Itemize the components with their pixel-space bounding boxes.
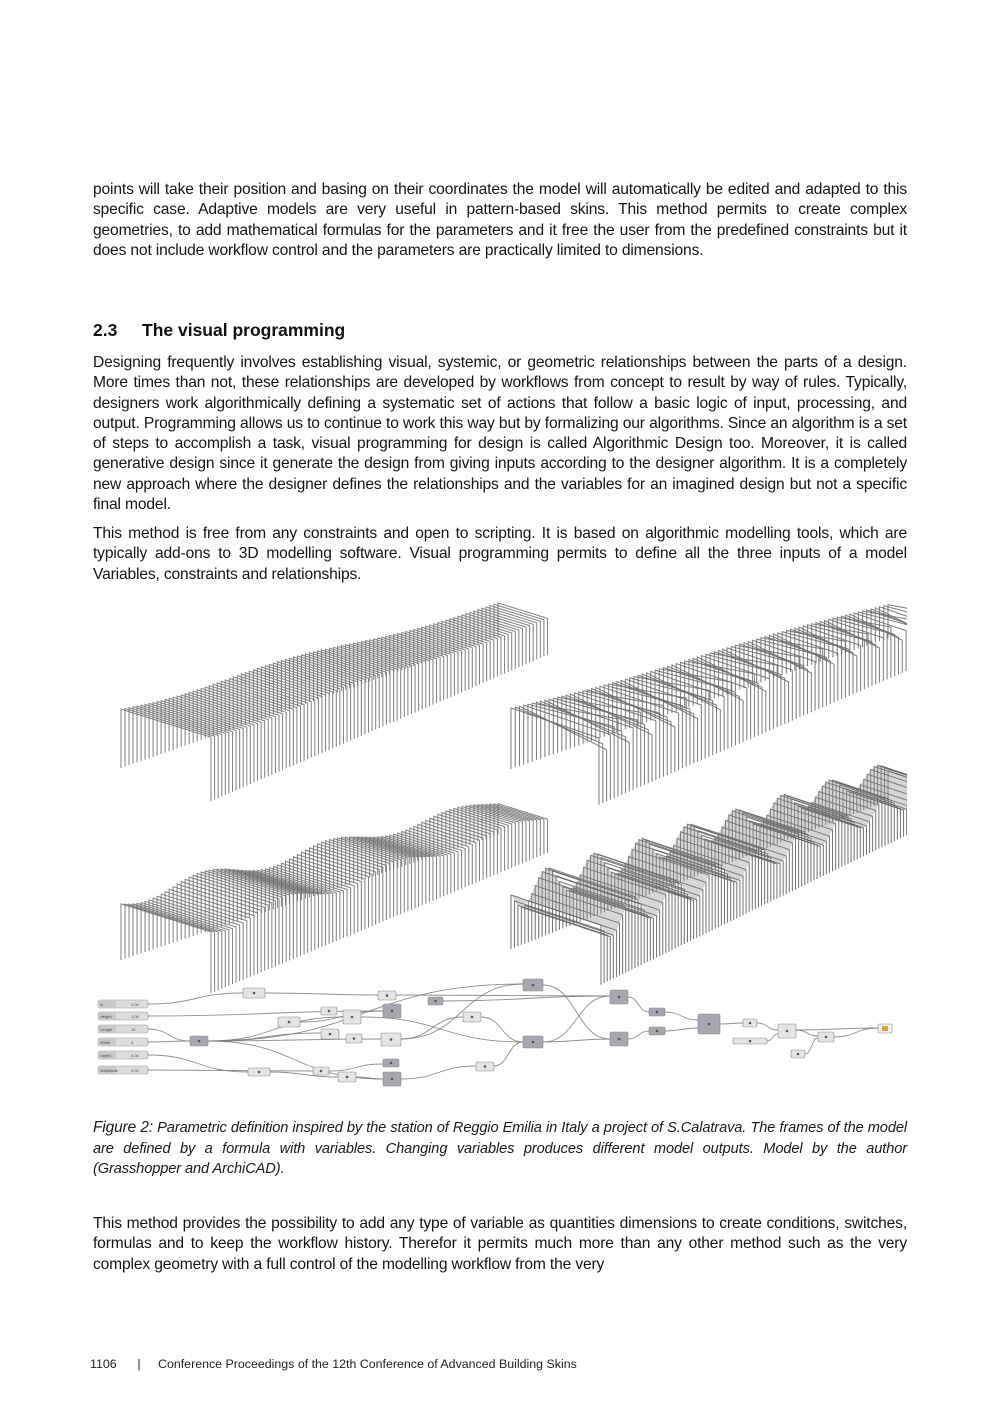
frame	[402, 832, 462, 889]
graph-component	[313, 1067, 329, 1075]
bake-icon	[882, 1026, 888, 1031]
body-paragraph-adaptive-models: points will take their position and basing on their coordinates the model will automatically be edited and adapted to this specific case. Adaptive models are very useful in pattern-based skins. This method permits to create complex geometries, to add mathematical formulas for the parameters and it free the user from the predefined constraints but it does not include workflow control and the parameters are practically limited to dimensions.	[93, 181, 907, 259]
slider-value: 0.00	[131, 1068, 139, 1073]
component-icon	[825, 1036, 828, 1039]
graph-wire	[665, 1012, 698, 1020]
component-icon	[749, 1022, 752, 1025]
graph-component	[476, 1062, 494, 1071]
figure-caption	[93, 1118, 907, 1180]
slider-value: 10	[131, 1027, 136, 1032]
component-icon	[708, 1023, 711, 1026]
model-variant-zigzag	[511, 605, 907, 805]
graph-component	[610, 990, 628, 1004]
component-icon	[391, 1078, 394, 1081]
component-icon	[484, 1065, 487, 1068]
number-slider	[98, 1051, 148, 1059]
graph-wire	[805, 1038, 818, 1054]
graph-component	[649, 1008, 665, 1016]
slider-value: 4	[131, 1040, 134, 1045]
graph-wire	[443, 996, 610, 1001]
graph-component	[381, 1033, 401, 1046]
slider-value: 0.00	[131, 1053, 139, 1058]
page-footer	[90, 1357, 577, 1371]
component-icon	[532, 1041, 535, 1044]
graph-component	[383, 1004, 401, 1018]
body-paragraph-visual-programming: Designing frequently involves establishing visual, systemic, or geometric relationships between the parts of a design. More times than not, these relationships are developed by workflows from concept to result by way of rules. Typically, designers work algorithmically defining a systematic set of actions that follow a basic logic of input, processing, and output. Programming allows us to continue to work this way but by formalizing our algorithms. Since an algorithm is a set of steps to accomplish a task, visual programming for design is called Algorithmic Design too. Moreover, it is called generative design since it generate the design from giving inputs according to the designer algorithm. It is a completely new approach where the designer defines the relationships and the variables for an imagined design but not a specific final model.	[93, 354, 907, 514]
component-icon	[532, 984, 535, 987]
graph-wire	[543, 996, 610, 1042]
graph-component	[248, 1068, 270, 1076]
number-slider	[98, 1038, 148, 1046]
component-icon	[656, 1030, 659, 1033]
graph-component	[346, 1034, 362, 1043]
graph-wire	[401, 1066, 476, 1079]
component-icon	[434, 1000, 437, 1003]
graph-component	[321, 1029, 339, 1039]
number-slider	[98, 1000, 148, 1008]
page-number: 1106	[90, 1357, 117, 1371]
grasshopper-definition-graph	[98, 979, 892, 1086]
graph-component	[463, 1012, 481, 1022]
graph-component	[190, 1036, 208, 1046]
slider-label: N	[100, 1002, 103, 1007]
graph-wire	[665, 1028, 698, 1031]
component-icon	[328, 1010, 331, 1013]
graph-wire	[401, 1017, 463, 1039]
component-icon	[391, 1010, 394, 1013]
frame	[744, 643, 808, 714]
component-icon	[618, 996, 621, 999]
graph-wire	[628, 997, 649, 1012]
graph-component	[523, 1036, 543, 1048]
graph-wire	[148, 1070, 313, 1071]
graph-wire	[148, 993, 243, 1004]
component-icon	[386, 994, 389, 997]
model-variant-medium-wave	[121, 804, 548, 993]
figure-illustration	[93, 596, 907, 1096]
frame	[161, 894, 247, 978]
number-slider	[98, 1012, 148, 1020]
model-variant-deep-wave	[511, 765, 907, 984]
footer-separator: |	[137, 1357, 141, 1371]
graph-wire	[401, 984, 523, 1039]
model-variant-gentle-wave	[121, 603, 548, 801]
component-icon	[471, 1016, 474, 1019]
graph-component	[698, 1014, 720, 1034]
slider-label: Amplitude	[100, 1068, 118, 1073]
slider-label: Length	[100, 1027, 113, 1032]
component-icon	[353, 1037, 356, 1040]
slider-label: Height	[100, 1014, 112, 1019]
number-slider	[98, 1066, 148, 1074]
graph-component	[383, 1072, 401, 1086]
frame	[398, 833, 458, 890]
graph-wire	[481, 1017, 523, 1042]
graph-wire	[265, 993, 378, 995]
component-icon	[329, 1033, 332, 1036]
graph-component	[818, 1032, 834, 1042]
graph-component	[523, 979, 543, 991]
component-icon	[656, 1011, 659, 1014]
component-icon	[786, 1030, 789, 1033]
graph-wire	[396, 995, 610, 996]
graph-wire	[796, 1030, 818, 1036]
frame	[719, 650, 785, 723]
graph-wire	[767, 1034, 778, 1041]
body-paragraph-variables: This method provides the possibility to add any type of variable as quantities dimensions to create conditions, switches, formulas and to keep the workflow history. Therefor it permits much more than any other method such as the very complex geometry with a full control of the modelling workflow from the very	[93, 1215, 907, 1273]
component-icon	[288, 1021, 291, 1024]
section-title: The visual programming	[142, 320, 346, 340]
graph-component	[321, 1007, 337, 1015]
slider-value: 1.00	[131, 1002, 139, 1007]
graph-wire	[757, 1023, 778, 1030]
graph-component	[733, 1038, 767, 1044]
section-heading	[93, 320, 345, 341]
caption-text: Parametric definition inspired by the station of Reggio Emilia in Italy a project of S.Calatrava. The frames of the model are defined by a formula with variables. Changing variables produces different model outputs. Model by the author (Grasshopper and ArchiCAD).	[93, 1120, 907, 1177]
component-icon	[749, 1040, 752, 1043]
graph-component	[778, 1024, 796, 1038]
graph-wire	[494, 1042, 523, 1066]
number-slider	[98, 1025, 148, 1033]
graph-wire	[148, 1055, 248, 1072]
frame	[748, 641, 811, 712]
component-icon	[351, 1016, 354, 1019]
graph-component	[428, 997, 443, 1005]
frame	[149, 703, 236, 790]
component-icon	[258, 1071, 261, 1074]
graph-component	[383, 1059, 399, 1067]
component-icon	[253, 992, 256, 995]
figure-label: Figure 2:	[93, 1119, 154, 1136]
section-number: 2.3	[93, 320, 118, 340]
graph-wire	[148, 1041, 190, 1042]
footer-title: Conference Proceedings of the 12th Conference of Advanced Building Skins	[158, 1357, 577, 1371]
slider-label: Width	[100, 1040, 111, 1045]
graph-wire	[720, 1023, 743, 1024]
component-icon	[346, 1076, 349, 1079]
graph-component	[878, 1024, 892, 1033]
graph-component	[791, 1050, 805, 1058]
graph-wire	[148, 1029, 190, 1041]
graph-wire	[834, 1028, 878, 1037]
graph-component	[243, 988, 265, 998]
graph-component	[743, 1019, 757, 1027]
slider-value: 1.00	[131, 1014, 139, 1019]
graph-component	[378, 991, 396, 1000]
graph-component	[278, 1017, 300, 1027]
figure-2	[93, 596, 907, 1096]
graph-component	[649, 1027, 665, 1035]
graph-wire	[628, 1031, 649, 1039]
frame	[338, 646, 405, 717]
slider-label: Depth	[100, 1053, 111, 1058]
component-icon	[618, 1038, 621, 1041]
graph-wire	[329, 1064, 383, 1071]
component-icon	[320, 1070, 323, 1073]
component-icon	[797, 1053, 800, 1056]
graph-wire	[543, 985, 610, 1039]
graph-component	[610, 1032, 628, 1046]
component-icon	[198, 1040, 201, 1043]
frame	[177, 884, 261, 972]
graph-component	[343, 1010, 361, 1024]
body-paragraph-method-free: This method is free from any constraints and open to scripting. It is based on algorithmic modelling tools, which are typically add-ons to 3D modelling software. Visual programming permits to define all the three inputs of a model Variables, constraints and relationships.	[93, 525, 907, 583]
graph-component	[338, 1072, 356, 1082]
component-icon	[390, 1038, 393, 1041]
component-icon	[390, 1062, 393, 1065]
